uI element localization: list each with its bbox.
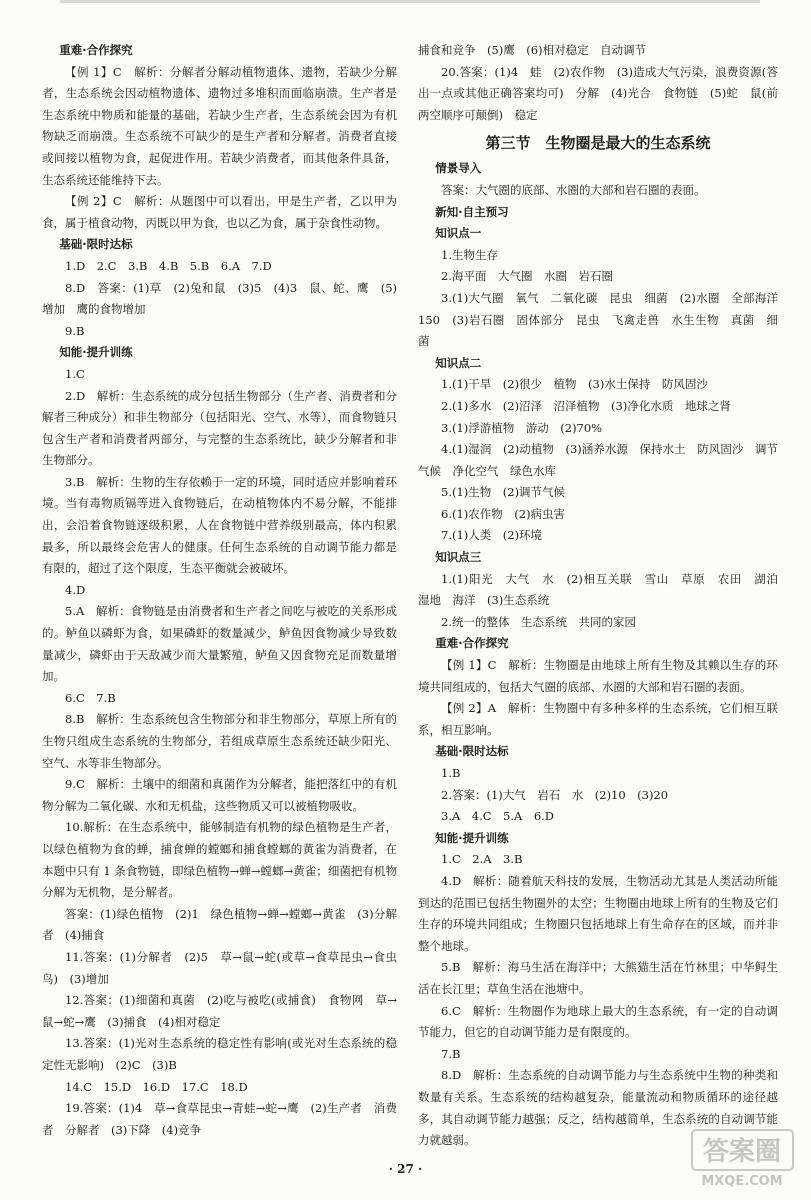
answer-paragraph: 2.统一的整体 生态系统 共同的家园 xyxy=(441,614,636,629)
answer-paragraph: 3.B 解析：生物的生存依赖于一定的环境，同时适应并影响着环境。当有毒物质镉等进入食物链后，在动植物体内不易分解，不能排出，会沿着食物链逐级积累，人在食物链中营养级别最高，体内积累最多，所以最终会危害人的健康。任何生态系统的自动调节能力都是有限的，超过了这个限度，生态平衡就会被破坏。 xyxy=(42,474,397,576)
section-heading: 知识点三 xyxy=(435,550,482,565)
answer-paragraph: 9.C 解析：土壤中的细菌和真菌作为分解者，能把落红中的有机物分解为二氧化碳、水和无机盐，这些物质又可以被植物吸收。 xyxy=(42,777,397,813)
answer-paragraph: 4.D 解析：随着航天科技的发展，生物活动尤其是人类活动所能到达的范围已包括生物圈外的太空；生物圈由地球上所有的生物及它们生存的环境共同组成；生物圈只包括地球上有生命存在的区域，而并非整个地球。 xyxy=(418,873,778,953)
answer-paragraph: 1.(1)干旱 (2)很少 植物 (3)水土保持 防风固沙 xyxy=(441,377,708,392)
answer-paragraph: 11.答案：(1)分解者 (2)5 草→鼠→蛇(或草→食草昆虫→食虫鸟) (3)增加 xyxy=(42,949,397,986)
left-column xyxy=(42,40,397,1141)
section-heading: 知识点一 xyxy=(435,226,482,241)
answer-paragraph: 8.D 解析：生态系统的自动调节能力与生态系统中生物的种类和数量有关系。生态系统的结构越复杂，能量流动和物质循环的途径越多，其自动调节能力越强；反之，结构越简单，生态系统的自动调节能力就越弱。 xyxy=(418,1068,778,1148)
answer-paragraph: 3.(1)浮游植物 游动 (2)70% xyxy=(441,420,603,435)
answer-paragraph: 捕食和竞争 (5)鹰 (6)相对稳定 自动调节 xyxy=(418,43,647,57)
answer-paragraph: 1.C 2.A 3.B xyxy=(441,852,523,867)
section-heading: 重难·合作探究 xyxy=(435,636,509,651)
watermark-logo xyxy=(690,1128,795,1190)
answer-paragraph: 【例 1】C 解析：生物圈是由地球上所有生物及其赖以生存的环境共同组成的，包括大气圈的底部、水圈的大部和岩石圈的表面。 xyxy=(418,658,778,694)
watermark-line1: 答案圈 xyxy=(702,1137,782,1167)
answer-paragraph: 7.(1)人类 (2)环境 xyxy=(441,528,543,543)
answer-paragraph: 答案：(1)绿色植物 (2)1 绿色植物→蝉→螳螂→黄雀 (3)分解者 (4)捕食 xyxy=(42,906,397,943)
page-number: · 27 · xyxy=(388,1162,423,1176)
top-scan-band xyxy=(60,0,760,6)
section-heading: 知能·提升训练 xyxy=(59,345,133,360)
answer-paragraph: 2.答案：(1)大气 岩石 水 (2)10 (3)20 xyxy=(441,787,669,802)
answer-paragraph: 10.解析：在生态系统中，能够制造有机物的绿色植物是生产者，以绿色植物为食的蝉，捕食蝉的螳螂和捕食螳螂的黄雀为消费者，在本题中只有 1 条食物链，即绿色植物→蝉→螳螂→黄雀；细菌把有机物分解为无机物，是分解者。 xyxy=(42,820,397,900)
answer-paragraph: 1.生物生存 xyxy=(441,247,498,262)
answer-paragraph: 6.(1)农作物 (2)病虫害 xyxy=(441,506,566,521)
section-title: 第三节 生物圈是最大的生态系统 xyxy=(485,134,711,153)
answer-paragraph: 6.C 解析：生物圈作为地球上最大的生态系统，有一定的自动调节能力，但它的自动调节能力是有限度的。 xyxy=(418,1003,778,1040)
answer-paragraph: 【例 2】A 解析：生物圈中有多种多样的生态系统，它们相互联系，相互影响。 xyxy=(418,701,778,737)
answer-paragraph: 20.答案：(1)4 蛙 (2)农作物 (3)造成大气污染，浪费资源(答出一点或其他正确答案均可) 分解 (4)光合 食物链 (5)蛇 鼠(前两空顺序可颠倒) 稳定 xyxy=(418,64,778,122)
answer-paragraph: 2.海平面 大气圈 水圈 岩石圈 xyxy=(441,269,613,284)
section-heading: 知识点二 xyxy=(435,355,482,370)
answer-paragraph: 5.(1)生物 (2)调节气候 xyxy=(441,485,566,500)
answer-paragraph: 1.C xyxy=(65,366,85,381)
answer-paragraph: 3.(1)大气圈 氧气 二氧化碳 昆虫 细菌 (2)水圈 全部海洋 150 (3)岩石圈 固体部分 昆虫 飞禽走兽 水生生物 真菌 细菌 xyxy=(418,290,790,349)
answer-paragraph: 【例 2】C 解析：从题图中可以看出，甲是生产者，乙以甲为食，属于植食动物，丙既以甲为食，也以乙为食，属于杂食性动物。 xyxy=(42,194,397,230)
answer-paragraph: 8.D 答案：(1)草 (2)兔和鼠 (3)5 (4)3 鼠、蛇、鹰 (5)增加 鹰的食物增加 xyxy=(42,280,397,317)
answer-paragraph: 3.A 4.C 5.A 6.D xyxy=(441,809,555,824)
answer-paragraph: 5.B 解析：海马生活在海洋中；大熊猫生活在竹林里；中华鲟生活在长江里；草鱼生活在池塘中。 xyxy=(418,960,778,996)
answer-paragraph: 2.D 解析：生态系统的成分包括生物部分（生产者、消费者和分解者三种成分）和非生物部分（包括阳光、空气、水等），而食物链只包含生产者和消费者两部分，与完整的生态系统比，缺少分解者和非生物部分。 xyxy=(42,388,397,468)
answer-paragraph: 8.B 解析：生态系统包含生物部分和非生物部分，草原上所有的生物只组成生态系统的生物部分，若组成草原生态系统还缺少阳光、空气、水等非生物部分。 xyxy=(42,712,397,770)
answer-paragraph: 6.C 7.B xyxy=(65,690,116,705)
answer-paragraph: 答案：大气圈的底部、水圈的大部和岩石圈的表面。 xyxy=(441,182,706,197)
answer-paragraph: 1.D 2.C 3.B 4.B 5.B 6.A 7.D xyxy=(65,258,272,273)
answer-paragraph: 12.答案：(1)细菌和真菌 (2)吃与被吃(或捕食) 食物网 草→鼠→蛇→鹰 (3)捕食 (4)相对稳定 xyxy=(42,993,397,1029)
section-heading: 新知·自主预习 xyxy=(435,204,509,219)
answer-paragraph: 4.(1)湿润 (2)动植物 (3)涵养水源 保持水土 防风固沙 调节气候 净化空气 绿色水库 xyxy=(418,442,778,478)
section-heading: 基础·限时达标 xyxy=(435,744,509,759)
answer-paragraph: 19.答案：(1)4 草→食草昆虫→青蛙→蛇→鹰 (2)生产者 消费者 分解者 (3)下降 (4)竞争 xyxy=(42,1101,397,1137)
section-heading: 重难·合作探究 xyxy=(59,43,133,57)
answer-paragraph: 1.B xyxy=(441,766,461,780)
answer-paragraph: 9.B xyxy=(65,323,85,338)
answer-paragraph: 2.(1)多水 (2)沼泽 沼泽植物 (3)净化水质 地球之肾 xyxy=(441,398,731,413)
answer-paragraph: 7.B xyxy=(441,1046,461,1061)
section-heading: 基础·限时达标 xyxy=(59,237,133,252)
answer-paragraph: 4.D xyxy=(65,582,86,597)
answer-paragraph: 5.A 解析：食物链是由消费者和生产者之间吃与被吃的关系形成的。鲈鱼以磷虾为食，如果磷虾的数量减少，鲈鱼因食物减少导致数量减少，磷虾由于天敌减少而大量繁殖，鲈鱼又因食物充足而数量增加。 xyxy=(42,604,397,684)
answer-paragraph: 13.答案：(1)光对生态系统的稳定性有影响(或光对生态系统的稳定性无影响) (2)C (3)B xyxy=(42,1036,397,1072)
section-heading: 情景导入 xyxy=(435,161,482,176)
answer-paragraph: 1.(1)阳光 大气 水 (2)相互关联 雪山 草原 农田 湖泊 湿地 海洋 (3)生态系统 xyxy=(418,571,790,608)
answer-paragraph: 14.C 15.D 16.D 17.C 18.D xyxy=(65,1079,248,1094)
section-heading: 知能·提升训练 xyxy=(435,830,509,845)
watermark-line2: MXQE.COM xyxy=(701,1174,783,1189)
answer-paragraph: 【例 1】C 解析：分解者分解动植物遗体、遗物，若缺少分解者，生态系统会因动植物遗体、遗物过多堆积而面临崩溃。生产者是生态系统中物质和能量的基础，若缺少生产者，生态系统会因为有机物缺乏而崩溃。生态系统不可缺少的是生产者和分解者。消费者直接或间接以植物为食，起促进作用。若缺少消费者，而其他条件具备，生态系统还能维持下去。 xyxy=(42,64,397,187)
